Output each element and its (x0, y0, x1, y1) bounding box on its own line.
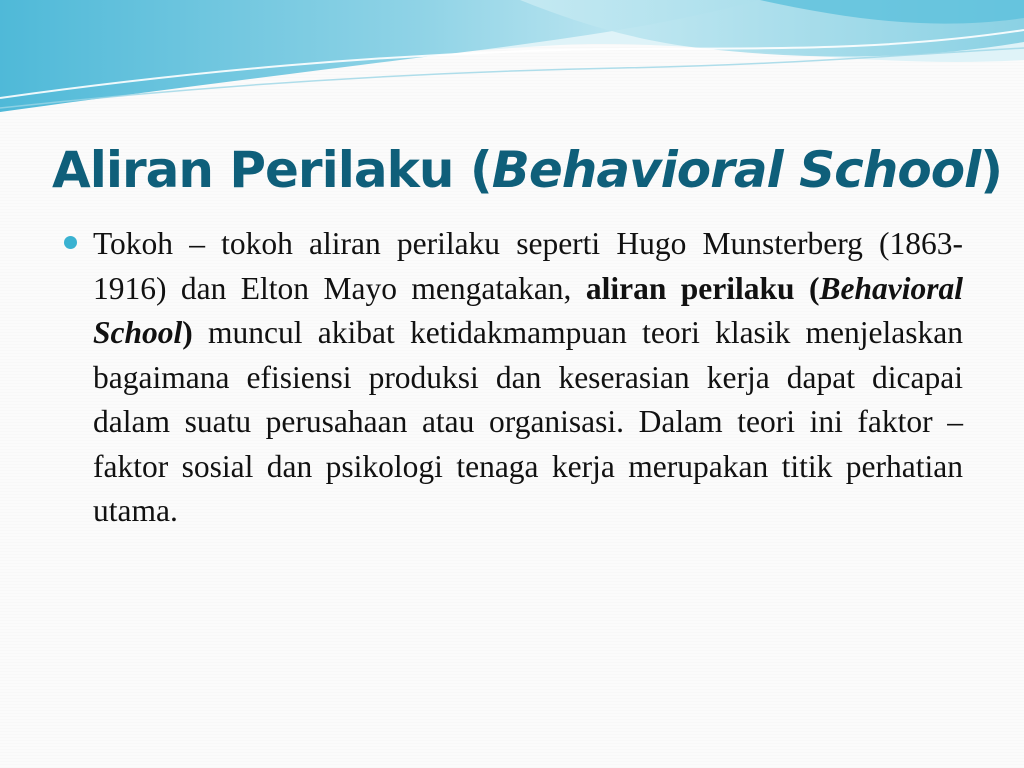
bullet-intro: Tokoh – tokoh aliran perilaku seperti Hugo Munsterberg (1863-1916) dan Elton Mayo mengatakan, (93, 226, 963, 306)
title-italic: Behavioral School (491, 141, 981, 199)
bullet-rest: muncul akibat ketidakmampuan teori klasik menjelaskan bagaimana efisiensi produksi dan keserasian kerja dapat dicapai dalam suatu perusahaan atau organisasi. Dalam teori ini faktor – faktor sosial dan psikologi tenaga kerja merupakan titik perhatian utama. (93, 315, 963, 528)
title-prefix: Aliran Perilaku ( (52, 141, 492, 199)
bullet-dot-icon (64, 236, 77, 249)
bullet-paragraph (93, 222, 963, 534)
bold-open-paren: ( (794, 270, 820, 306)
bold-close-paren: ) (182, 315, 193, 350)
header-wave-decoration (0, 0, 1024, 130)
bold-term-text: aliran perilaku (585, 270, 795, 306)
title-suffix: ) (980, 141, 1003, 199)
slide-title (52, 136, 1003, 204)
bold-italic-term: Behavioral School (93, 270, 963, 350)
